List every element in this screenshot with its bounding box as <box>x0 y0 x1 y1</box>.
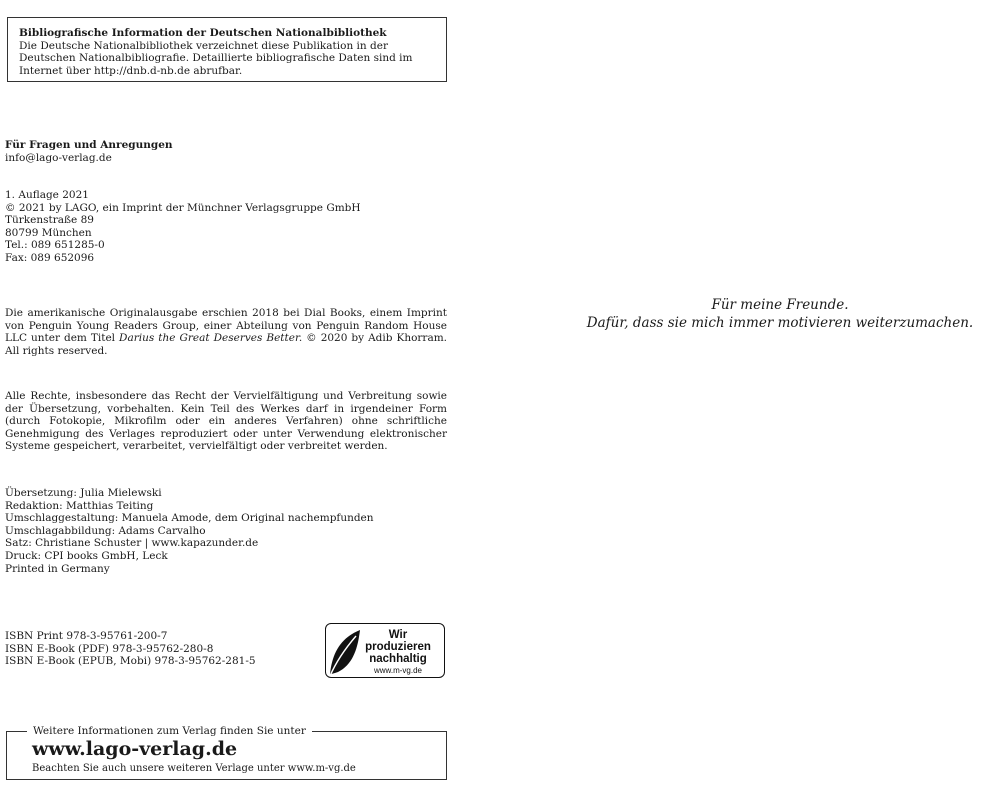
dnb-line: Deutschen Nationalbibliografie. Detaillierte bibliografische Daten sind im <box>19 52 413 65</box>
phone-line: Tel.: 089 651285-0 <box>5 239 105 252</box>
badge-url: www.m-vg.de <box>373 666 422 675</box>
credit-line: Satz: Christiane Schuster | www.kapazunder.de <box>5 537 259 550</box>
imprint-page <box>0 0 460 800</box>
badge-line1: Wir produzieren <box>365 629 431 653</box>
contact-block <box>5 139 173 164</box>
dnb-line: Die Deutsche Nationalbibliothek verzeichnet diese Publikation in der <box>19 39 388 52</box>
fax-line: Fax: 089 652096 <box>5 251 95 264</box>
street-line: Türkenstraße 89 <box>5 214 94 227</box>
isbn-block <box>5 630 256 668</box>
dedication-page <box>560 0 1000 800</box>
web-legend: Weitere Informationen zum Verlag finden Sie unter <box>27 724 312 738</box>
badge-text <box>358 629 438 676</box>
dnb-info-box <box>7 17 447 82</box>
original-title: Darius the Great Deserves Better. <box>119 332 303 345</box>
isbn-epub: ISBN E-Book (EPUB, Mobi) 978-3-95762-281-5 <box>5 655 256 668</box>
original-text-before: Die amerikanische Originalausgabe erschien 2018 bei Dial Books, einem Imprint von Penguin Young Readers Group, einer Abteilung von Penguin Random House LLC unter dem Titel <box>5 307 447 345</box>
web-hint: Beachten Sie auch unsere weiteren Verlage unter www.m-vg.de <box>32 763 356 774</box>
copyright-line: © 2021 by LAGO, ein Imprint der Münchner Verlagsgruppe GmbH <box>5 201 361 214</box>
dnb-title: Bibliografische Information der Deutschen Nationalbibliothek <box>19 27 387 39</box>
original-text-after: © 2020 by Adib Khorram. All rights reserved. <box>5 332 447 357</box>
credit-line: Druck: CPI books GmbH, Leck <box>5 549 168 562</box>
credit-line: Umschlagabbildung: Adams Carvalho <box>5 524 206 537</box>
publisher-web-box <box>6 725 447 780</box>
contact-heading: Für Fragen und Anregungen <box>5 139 173 151</box>
dedication-line2: Dafür, dass sie mich immer motivieren weiterzumachen. <box>586 315 974 331</box>
credits-block <box>5 487 374 575</box>
edition-line: 1. Auflage 2021 <box>5 189 89 201</box>
rights-paragraph: Alle Rechte, insbesondere das Recht der Vervielfältigung und Verbreitung sowie der Übersetzung, vorbehalten. Kein Teil des Werkes darf in irgendeiner Form (durch Fotokopie, Mikrofilm oder ein anderes Verfahren) ohne schriftliche Genehmigung des Verlages reproduziert oder unter Verwendung elektronischer Systeme gespeichert, verarbeitet, vervielfältigt oder verbreitet werden. <box>5 390 447 453</box>
sustainability-badge <box>325 623 445 678</box>
isbn-pdf: ISBN E-Book (PDF) 978-3-95762-280-8 <box>5 642 214 655</box>
dnb-line: Internet über http://dnb.d-nb.de abrufbar. <box>19 64 243 77</box>
credit-line: Redaktion: Matthias Teiting <box>5 499 154 512</box>
credit-line: Umschlaggestaltung: Manuela Amode, dem Original nachempfunden <box>5 512 374 525</box>
dedication-line1: Für meine Freunde. <box>711 297 849 313</box>
publisher-block <box>5 189 361 265</box>
city-line: 80799 München <box>5 226 92 239</box>
original-edition-paragraph <box>5 307 447 357</box>
badge-line2: nachhaltig <box>369 653 427 665</box>
contact-email: info@lago-verlag.de <box>5 151 112 164</box>
isbn-print: ISBN Print 978-3-95761-200-7 <box>5 630 168 642</box>
credit-line: Übersetzung: Julia Mielewski <box>5 487 162 499</box>
dedication <box>560 296 1000 332</box>
publisher-url[interactable]: www.lago-verlag.de <box>32 738 238 760</box>
credit-line: Printed in Germany <box>5 562 110 575</box>
